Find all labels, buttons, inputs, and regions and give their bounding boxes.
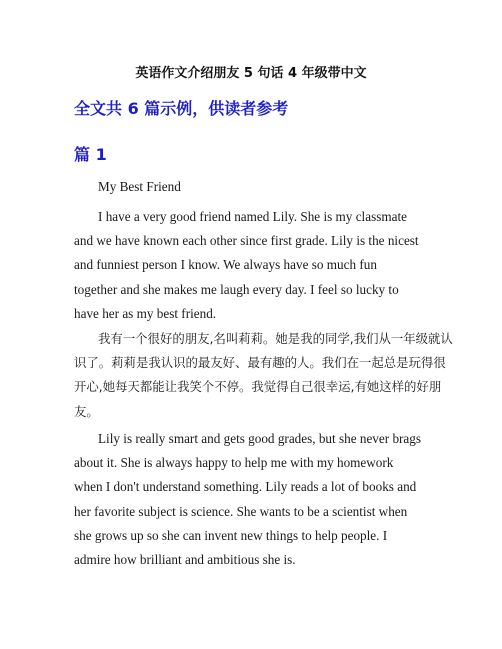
paragraph-1-line: together and she makes me laugh every day. I feel so lucky to xyxy=(74,281,399,297)
paragraph-1-chinese xyxy=(74,327,453,424)
paragraph-2-line: about it. She is always happy to help me with my homework xyxy=(74,455,394,471)
paragraph-1 xyxy=(74,205,430,326)
paragraph-2 xyxy=(74,427,430,572)
document-title: 英语作文介绍朋友 5 句话 4 年级带中文 xyxy=(135,66,367,81)
essay-title: My Best Friend xyxy=(98,179,181,194)
paragraph-2-line: admire how brilliant and ambitious she is. xyxy=(74,552,296,568)
paragraph-2-line: when I don't understand something. Lily reads a lot of books and xyxy=(74,479,417,495)
document-subtitle: 全文共 6 篇示例，供读者参考 xyxy=(74,99,289,118)
paragraph-2-line: she grows up so she can invent new things to help people. I xyxy=(74,527,388,543)
section-heading: 篇 1 xyxy=(74,145,107,164)
paragraph-1-cn-line: 友。 xyxy=(74,403,99,419)
paragraph-1-cn-line: 识了。莉莉是我认识的最友好、最有趣的人。我们在一起总是玩得很 xyxy=(74,355,446,371)
paragraph-1-cn-line: 我有一个很好的朋友,名叫莉莉。她是我的同学,我们从一年级就认 xyxy=(98,331,453,346)
paragraph-1-line: I have a very good friend named Lily. She is my classmate xyxy=(98,209,407,224)
paragraph-1-line: have her as my best friend. xyxy=(74,305,217,321)
paragraph-1-line: and funniest person I know. We always have so much fun xyxy=(74,257,377,273)
paragraph-1-line: and we have known each other since first grade. Lily is the nicest xyxy=(74,233,419,249)
paragraph-2-line: Lily is really smart and gets good grades, but she never brags xyxy=(98,431,422,446)
paragraph-2-line: her favorite subject is science. She wants to be a scientist when xyxy=(74,503,408,519)
paragraph-1-cn-line: 开心,她每天都能让我笑个不停。我觉得自己很幸运,有她这样的好朋 xyxy=(74,379,442,395)
